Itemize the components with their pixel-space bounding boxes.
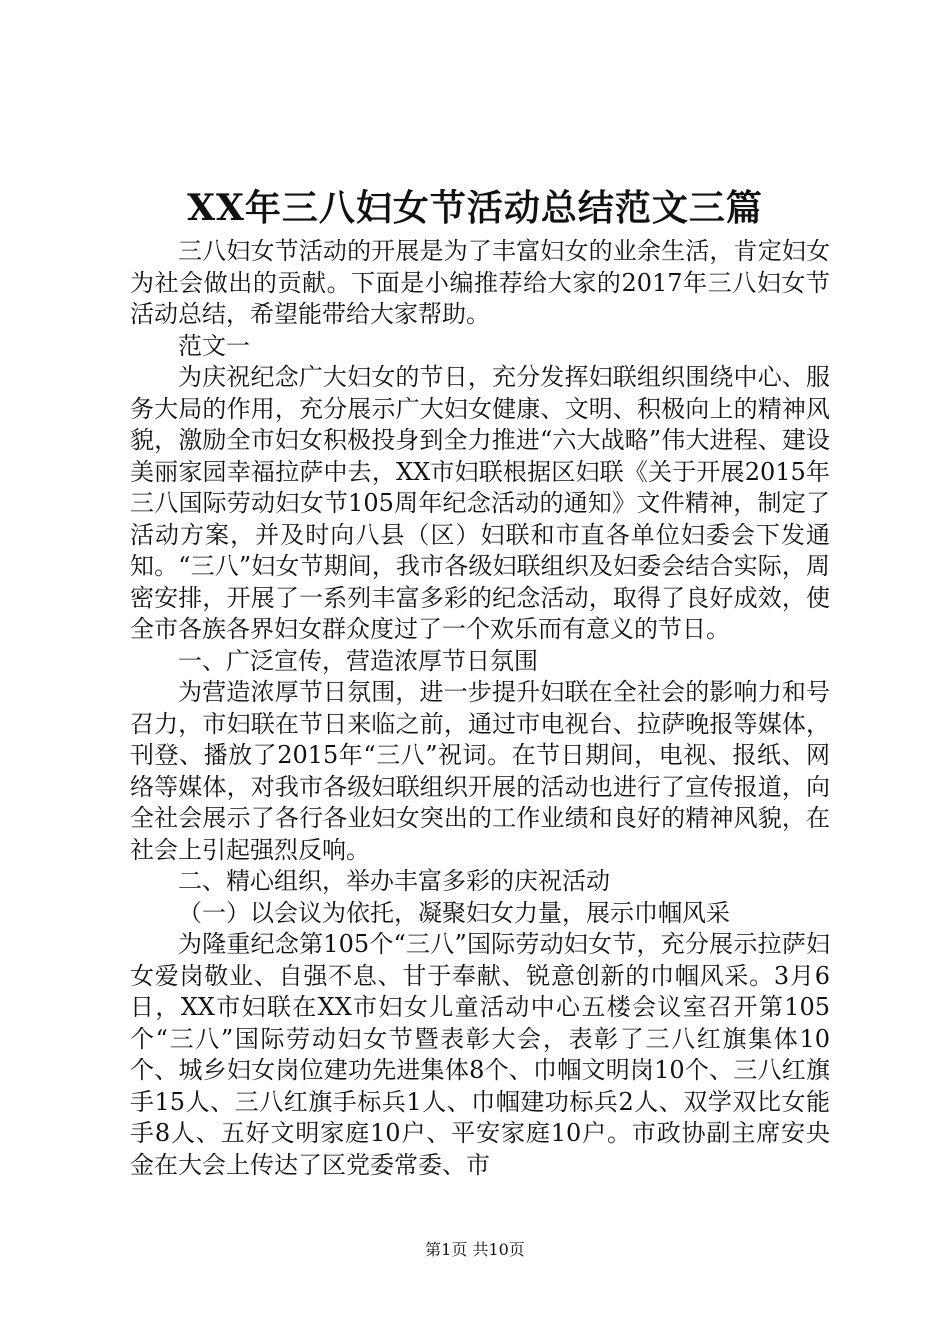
- page-number-footer: 第1页 共10页: [425, 1240, 525, 1259]
- section-heading: 一、广泛宣传，营造浓厚节日氛围: [178, 646, 538, 675]
- intro-paragraph: 三八妇女节活动的开展是为了丰富妇女的业余生活，肯定妇女为社会做出的贡献。下面是小编推荐给大家的2017年三八妇女节活动总结，希望能带给大家帮助。: [130, 237, 830, 328]
- subsection-heading: （一）以会议为依托，凝聚妇女力量，展示巾帼风采: [178, 898, 730, 927]
- sample-heading: 范文一: [178, 331, 250, 360]
- body-paragraph: 为庆祝纪念广大妇女的节日，充分发挥妇联组织围绕中心、服务大局的作用，充分展示广大妇女健康、文明、积极向上的精神风貌，激励全市妇女积极投身到全力推进“六大战略”伟大进程、建设美丽家园幸福拉萨中去，XX市妇联根据区妇联《关于开展2015年三八国际劳动妇女节105周年纪念活动的通知》文件精神，制定了活动方案，并及时向八县（区）妇联和市直各单位妇委会下发通知。“三八”妇女节期间，我市各级妇联组织及妇委会结合实际，周密安排，开展了一系列丰富多彩的纪念活动，取得了良好成效，使全市各族各界妇女群众度过了一个欢乐而有意义的节日。: [130, 363, 830, 643]
- section-heading: 二、精心组织，举办丰富多彩的庆祝活动: [178, 867, 610, 895]
- document-title: XX年三八妇女节活动总结范文三篇: [187, 187, 763, 229]
- body-paragraph: 为隆重纪念第105个“三八”国际劳动妇女节，充分展示拉萨妇女爱岗敬业、自强不息、甘于奉献、锐意创新的巾帼风采。3月6日，XX市妇联在XX市妇女儿童活动中心五楼会议室召开第105个“三八”国际劳动妇女节暨表彰大会，表彰了三八红旗集体10个、城乡妇女岗位建功先进集体8个、巾帼文明岗10个、三八红旗手15人、三八红旗手标兵1人、巾帼建功标兵2人、双学双比女能手8人、五好文明家庭10户、平安家庭10户。市政协副主席安央金在大会上传达了区党委常委、市: [130, 930, 830, 1179]
- body-paragraph: 为营造浓厚节日氛围，进一步提升妇联在全社会的影响力和号召力，市妇联在节日来临之前，通过市电视台、拉萨晚报等媒体，刊登、播放了2015年“三八”祝词。在节日期间，电视、报纸、网络等媒体，对我市各级妇联组织开展的活动也进行了宣传报道，向全社会展示了各行各业妇女突出的工作业绩和良好的精神风貌，在社会上引起强烈反响。: [130, 678, 830, 864]
- document-body: [130, 236, 830, 1181]
